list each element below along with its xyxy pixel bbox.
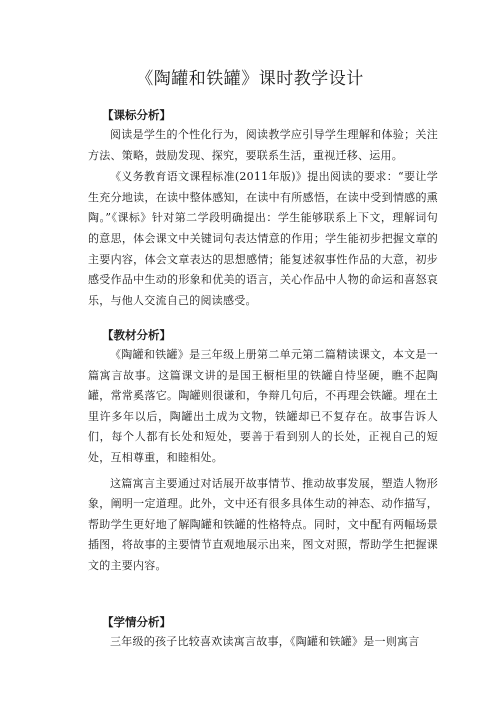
paragraph: 三年级的孩子比较喜欢读寓言故事，《陶罐和铁罐》是一则寓言 [110, 635, 420, 648]
paragraph: 这篇寓言主要通过对话展开故事情节、推动故事发展，塑造人物形象，阐明一定道理。此外，文中还有很多具体生动的神态、动作描写，帮助学生更好地了解陶罐和铁罐的性格特点。同时，文中配有两幅场景插图，将故事的主要情节直观地展示出来，图文对照，帮助学生把握课文的主要内容。 [88, 476, 438, 572]
section-curriculum-analysis [88, 105, 438, 311]
paragraph: 阅读是学生的个性化行为，阅读教学应引导学生理解和体验；关注方法、策略，鼓励发现、探究，要联系生活，重视迁移、运用。 [88, 128, 438, 162]
page-title: 《陶罐和铁罐》课时教学设计 [136, 69, 364, 89]
section-heading: 【课标分析】 [102, 108, 171, 122]
paragraph: 《陶罐和铁罐》是三年级上册第二单元第二篇精读课文，本文是一篇寓言故事。这篇课文讲的是国王橱柜里的铁罐自恃坚硬，瞧不起陶罐，常常奚落它。陶罐则很谦和，争辩几句后，不再理会铁罐。埋在土里许多年以后，陶罐出土成为文物，铁罐却已不复存在。故事告诉人们，每个人都有长处和短处，要善于看到别人的长处，正视自己的短处，互相尊重，和睦相处。 [88, 348, 438, 464]
section-learner-analysis [88, 612, 438, 653]
section-textbook-analysis [88, 325, 438, 577]
paragraph: 《义务教育语文课程标准(2011年版)》提出阅读的要求：“要让学生充分地读，在读中整体感知，在读中有所感悟，在读中受到情感的熏陶。”《课标》针对第二学段明确提出：学生能够联系上下文，理解词句的意思，体会课文中关键词句表达情意的作用；学生能初步把握文章的主要内容，体会文章表达的思想感情；能复述叙事性作品的大意，初步感受作品中生动的形象和优美的语言，关心作品中人物的命运和喜怒哀乐，与他人交流自己的阅读感受。 [88, 170, 438, 307]
section-heading: 【学情分析】 [102, 615, 171, 629]
section-heading: 【教材分析】 [102, 328, 171, 342]
